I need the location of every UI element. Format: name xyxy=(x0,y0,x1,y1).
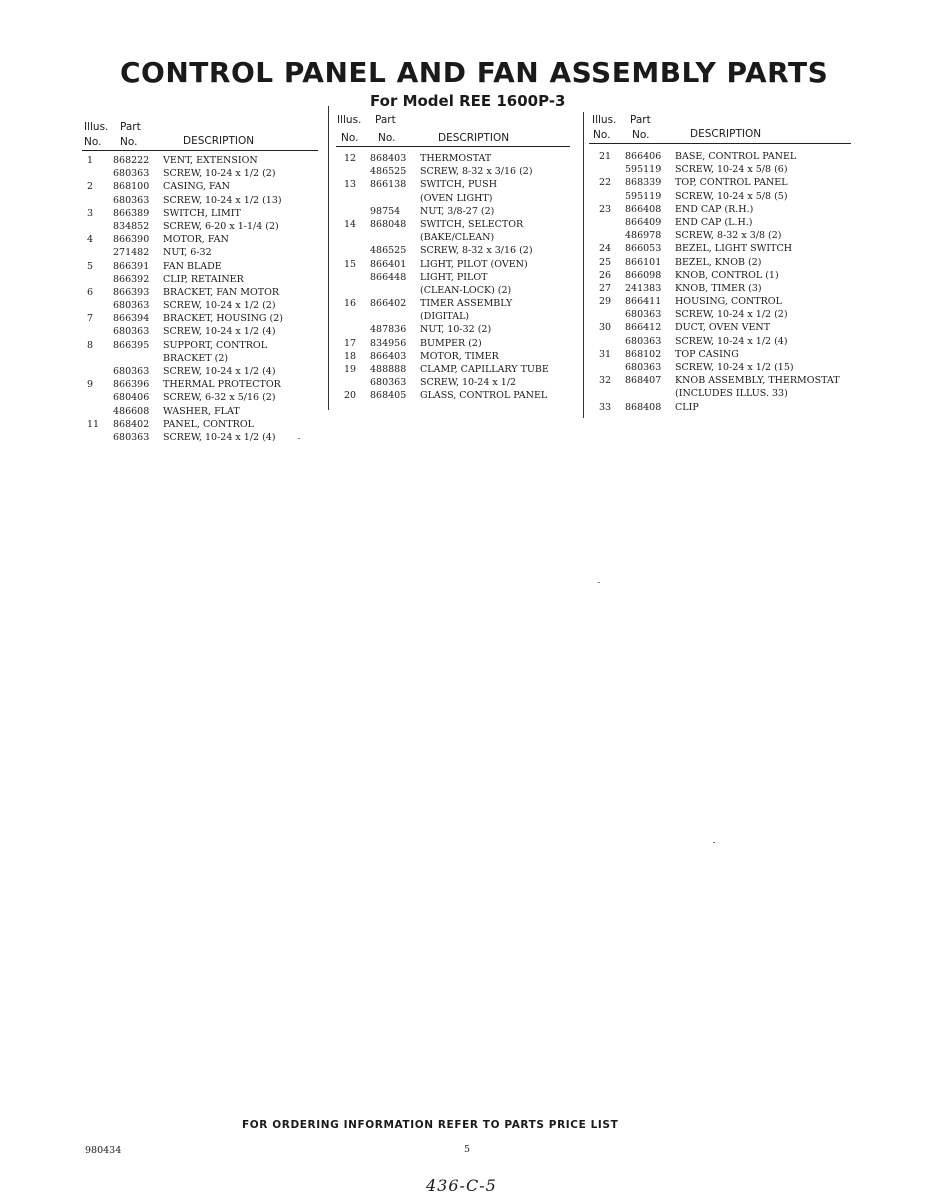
part-description: END CAP (R.H.) xyxy=(675,203,754,215)
column-divider xyxy=(583,112,584,418)
part-number: 98754 xyxy=(370,205,401,217)
illus-number: 17 xyxy=(344,337,357,349)
header-rule xyxy=(589,143,851,144)
part-description: TIMER ASSEMBLY xyxy=(420,298,513,310)
ordering-info-footer: FOR ORDERING INFORMATION REFER TO PARTS PRICE LIST xyxy=(242,1119,619,1131)
part-description: CLAMP, CAPILLARY TUBE xyxy=(420,364,549,375)
part-no-header: No. xyxy=(632,129,650,141)
part-number: 866395 xyxy=(113,339,150,351)
part-description: BEZEL, LIGHT SWITCH xyxy=(675,243,793,255)
illus-number: 9 xyxy=(87,379,94,391)
part-number: 486608 xyxy=(113,405,150,417)
part-description: MOTOR, TIMER xyxy=(420,350,499,362)
part-description: BEZEL, KNOB (2) xyxy=(675,256,762,268)
scan-speck xyxy=(713,842,715,843)
part-description: SCREW, 10-24 x 1/2 (13) xyxy=(163,194,282,206)
part-description: SCREW, 8-32 x 3/16 (2) xyxy=(420,245,533,257)
document-number: 980434 xyxy=(85,1145,122,1156)
part-number: 680363 xyxy=(113,431,150,443)
part-number: 868102 xyxy=(625,348,662,360)
handwritten-annotation: 436-C-5 xyxy=(426,1176,497,1195)
part-description: SCREW, 6-32 x 5/16 (2) xyxy=(163,392,276,404)
illus-number: 26 xyxy=(599,269,612,281)
part-description: TOP, CONTROL PANEL xyxy=(675,177,788,189)
part-number: 486525 xyxy=(370,166,407,178)
page-number: 5 xyxy=(464,1144,471,1155)
illus-number: 29 xyxy=(599,296,612,308)
part-description: LIGHT, PILOT (OVEN) xyxy=(420,258,528,270)
part-description: VENT, EXTENSION xyxy=(163,155,258,166)
part-number: 488888 xyxy=(370,364,407,375)
part-number: 271482 xyxy=(113,247,150,259)
part-description: TOP CASING xyxy=(675,348,739,360)
column-divider xyxy=(328,106,329,410)
illus-header-top: Illus. xyxy=(337,114,362,126)
part-description: HOUSING, CONTROL xyxy=(675,296,782,308)
part-no-header: No. xyxy=(120,136,138,148)
illus-number: 13 xyxy=(344,179,357,191)
illus-header-top: Illus. xyxy=(84,121,109,133)
part-description: NUT, 3/8-27 (2) xyxy=(420,205,495,217)
illus-number: 12 xyxy=(344,153,357,164)
part-description: KNOB, TIMER (3) xyxy=(675,282,762,294)
illus-number: 31 xyxy=(599,348,612,360)
part-number: 866412 xyxy=(625,322,662,334)
scan-speck xyxy=(598,582,600,583)
part-description: SWITCH, SELECTOR xyxy=(420,218,524,230)
part-number: 680363 xyxy=(625,362,662,373)
part-number: 486978 xyxy=(625,230,662,242)
part-description: SCREW, 10-24 x 1/2 (4) xyxy=(675,335,788,347)
part-description: SCREW, 10-24 x 5/8 (6) xyxy=(675,164,788,176)
part-description: BRACKET, HOUSING (2) xyxy=(163,313,283,325)
part-number: 866393 xyxy=(113,286,150,298)
part-description: SCREW, 10-24 x 1/2 (4) xyxy=(163,431,276,443)
illus-number: 8 xyxy=(87,339,94,351)
part-number: 866390 xyxy=(113,234,150,246)
part-description: SCREW, 10-24 x 1/2 (15) xyxy=(675,362,794,373)
part-number: 866392 xyxy=(113,273,150,285)
part-description: END CAP (L.H.) xyxy=(675,216,753,228)
part-number: 866394 xyxy=(113,313,150,325)
illus-number: 15 xyxy=(344,258,357,270)
illus-number: 23 xyxy=(599,203,612,215)
part-description: SCREW, 10-24 x 1/2 (2) xyxy=(675,309,788,321)
part-number: 680363 xyxy=(113,326,150,338)
part-number: 868048 xyxy=(370,218,407,230)
illus-number: 20 xyxy=(344,390,357,402)
part-description: PANEL, CONTROL xyxy=(163,418,254,430)
part-description: BUMPER (2) xyxy=(420,337,482,349)
description-header: DESCRIPTION xyxy=(690,128,762,140)
part-description: SCREW, 8-32 x 3/16 (2) xyxy=(420,166,533,178)
part-description: BRACKET (2) xyxy=(163,352,229,364)
part-no-header: No. xyxy=(378,132,396,144)
part-description: (INCLUDES ILLUS. 33) xyxy=(675,388,788,400)
part-number: 868339 xyxy=(625,177,662,189)
part-description: CASING, FAN xyxy=(163,181,230,193)
illus-no-header: No. xyxy=(84,136,102,148)
illus-number: 6 xyxy=(87,286,94,298)
illus-number: 33 xyxy=(599,401,612,413)
part-description: SCREW, 8-32 x 3/8 (2) xyxy=(675,230,782,242)
part-number: 866411 xyxy=(625,296,662,308)
part-description: (OVEN LIGHT) xyxy=(420,192,493,204)
illus-number: 2 xyxy=(87,181,94,193)
illus-no-header: No. xyxy=(593,129,611,141)
part-description: KNOB ASSEMBLY, THERMOSTAT xyxy=(675,375,840,387)
part-number: 680363 xyxy=(113,300,150,312)
part-number: 680363 xyxy=(113,194,150,206)
illus-number: 11 xyxy=(87,418,100,430)
part-description: LIGHT, PILOT xyxy=(420,271,488,283)
scan-speck xyxy=(298,438,300,439)
part-description: SCREW, 10-24 x 5/8 (5) xyxy=(675,190,788,202)
part-number: 868222 xyxy=(113,155,150,166)
header-rule xyxy=(336,146,570,147)
part-number: 866138 xyxy=(370,179,407,191)
part-description: SCREW, 10-24 x 1/2 (2) xyxy=(163,168,276,180)
part-number: 866389 xyxy=(113,207,150,219)
part-description: THERMOSTAT xyxy=(420,153,492,164)
part-description: (CLEAN-LOCK) (2) xyxy=(420,284,512,296)
illus-number: 14 xyxy=(344,218,357,230)
model-subtitle: For Model REE 1600P-3 xyxy=(370,92,566,110)
illus-number: 4 xyxy=(87,234,94,246)
illus-number: 19 xyxy=(344,364,357,375)
illus-number: 18 xyxy=(344,350,357,362)
part-number: 866402 xyxy=(370,298,407,310)
header-rule xyxy=(82,150,318,151)
part-number: 241383 xyxy=(625,282,662,294)
part-description: SCREW, 10-24 x 1/2 (4) xyxy=(163,366,276,377)
part-description: CLIP, RETAINER xyxy=(163,273,244,285)
part-description: THERMAL PROTECTOR xyxy=(163,379,281,391)
part-number: 680363 xyxy=(113,168,150,180)
illus-number: 32 xyxy=(599,375,612,387)
part-description: (BAKE/CLEAN) xyxy=(420,232,495,244)
illus-number: 22 xyxy=(599,177,612,189)
part-description: FAN BLADE xyxy=(163,260,222,272)
part-number: 680406 xyxy=(113,392,150,404)
part-number: 680363 xyxy=(113,366,150,377)
part-number: 866396 xyxy=(113,379,150,391)
part-number: 868100 xyxy=(113,181,150,193)
part-description: SWITCH, PUSH xyxy=(420,179,497,191)
illus-number: 24 xyxy=(599,243,612,255)
illus-number: 21 xyxy=(599,151,612,162)
illus-number: 3 xyxy=(87,207,94,219)
part-number: 866401 xyxy=(370,258,407,270)
illus-number: 16 xyxy=(344,298,357,310)
illus-number: 27 xyxy=(599,282,612,294)
part-number: 834956 xyxy=(370,337,407,349)
part-description: SUPPORT, CONTROL xyxy=(163,339,268,351)
part-description: SCREW, 6-20 x 1-1/4 (2) xyxy=(163,220,279,232)
illus-number: 1 xyxy=(87,155,94,166)
part-number: 866098 xyxy=(625,269,662,281)
part-number: 868408 xyxy=(625,401,662,413)
part-number: 866403 xyxy=(370,350,407,362)
illus-header-top: Illus. xyxy=(592,114,617,126)
illus-number: 7 xyxy=(87,313,94,325)
part-description: CLIP xyxy=(675,401,699,413)
part-description: SCREW, 10-24 x 1/2 xyxy=(420,377,517,389)
part-description: (DIGITAL) xyxy=(420,311,470,323)
part-number: 680363 xyxy=(625,309,662,321)
part-description: DUCT, OVEN VENT xyxy=(675,322,771,334)
illus-number: 25 xyxy=(599,256,612,268)
part-description: KNOB, CONTROL (1) xyxy=(675,269,779,281)
part-number: 487836 xyxy=(370,324,407,336)
part-header-top: Part xyxy=(375,114,396,126)
part-number: 866406 xyxy=(625,151,662,162)
illus-number: 30 xyxy=(599,322,612,334)
part-description: SCREW, 10-24 x 1/2 (2) xyxy=(163,300,276,312)
part-number: 868402 xyxy=(113,418,150,430)
part-number: 866101 xyxy=(625,256,662,268)
illus-number: 5 xyxy=(87,260,94,272)
page-title: CONTROL PANEL AND FAN ASSEMBLY PARTS xyxy=(120,56,829,89)
part-description: BRACKET, FAN MOTOR xyxy=(163,286,280,298)
part-number: 595119 xyxy=(625,190,662,202)
description-header: DESCRIPTION xyxy=(183,135,255,147)
part-description: BASE, CONTROL PANEL xyxy=(675,151,797,162)
part-number: 866448 xyxy=(370,271,407,283)
part-header-top: Part xyxy=(630,114,651,126)
part-number: 868403 xyxy=(370,153,407,164)
part-number: 866409 xyxy=(625,216,662,228)
part-description: SWITCH, LIMIT xyxy=(163,207,241,219)
part-number: 868405 xyxy=(370,390,407,402)
part-description: MOTOR, FAN xyxy=(163,234,229,246)
illus-no-header: No. xyxy=(341,132,359,144)
description-header: DESCRIPTION xyxy=(438,132,510,144)
part-number: 680363 xyxy=(625,335,662,347)
part-description: WASHER, FLAT xyxy=(163,405,240,417)
part-description: GLASS, CONTROL PANEL xyxy=(420,390,548,402)
part-number: 866053 xyxy=(625,243,662,255)
part-number: 595119 xyxy=(625,164,662,176)
part-number: 866391 xyxy=(113,260,150,272)
part-description: NUT, 10-32 (2) xyxy=(420,324,492,336)
part-number: 834852 xyxy=(113,220,150,232)
part-number: 486525 xyxy=(370,245,407,257)
part-header-top: Part xyxy=(120,121,141,133)
part-number: 680363 xyxy=(370,377,407,389)
part-number: 866408 xyxy=(625,203,662,215)
part-description: SCREW, 10-24 x 1/2 (4) xyxy=(163,326,276,338)
part-number: 868407 xyxy=(625,375,662,387)
part-description: NUT, 6-32 xyxy=(163,247,212,259)
